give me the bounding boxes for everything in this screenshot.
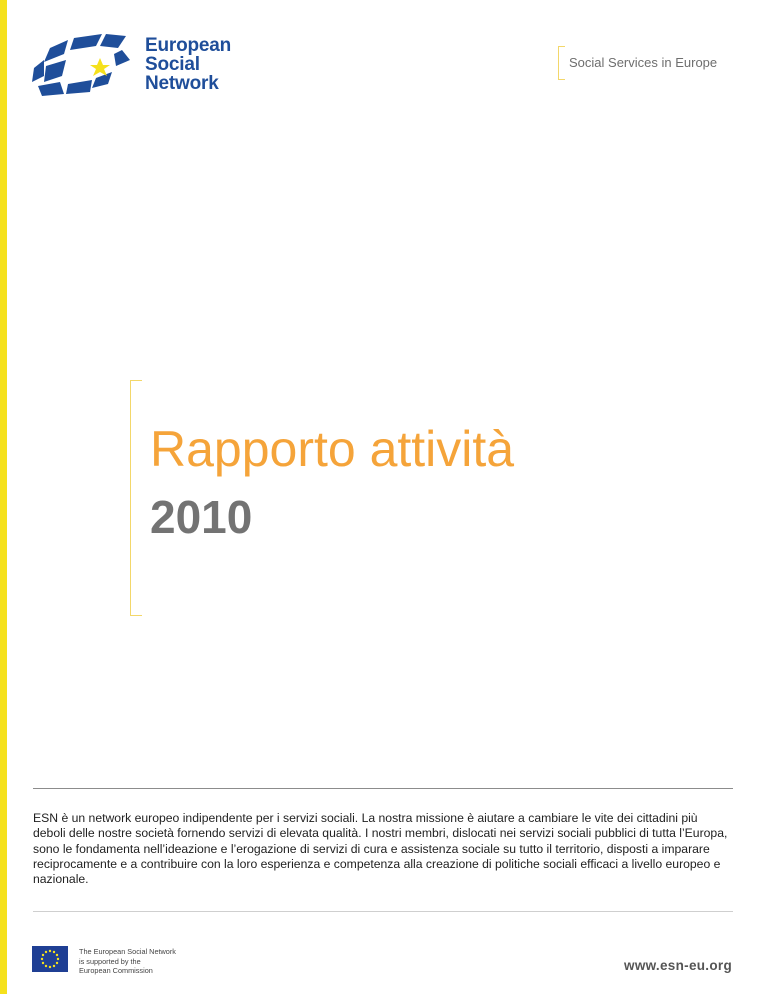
eu-flag-icon <box>32 946 68 972</box>
tagline: Social Services in Europe <box>569 55 718 70</box>
divider-bottom <box>33 911 733 912</box>
report-title: Rapporto attività <box>150 421 515 477</box>
logo-text-line-3: Network <box>145 73 219 94</box>
left-accent-bar <box>0 0 7 994</box>
eu-note-line-1: The European Social Network <box>79 947 176 956</box>
report-year: 2010 <box>150 491 253 543</box>
website-url[interactable]: www.esn-eu.org <box>624 958 732 973</box>
eu-note-line-2: is supported by the <box>79 956 141 966</box>
logo-text-line-1: European <box>145 35 232 56</box>
esn-logo <box>30 32 250 100</box>
mission-description: ESN è un network europeo indipendente per i servizi sociali. La nostra missione è aiutare a cambiare le vite dei cittadini più deboli delle nostre società fornendo servizi di elevata qualità. I nostri membri, dislocati nei servizi sociali pubblici di tutta l’Europa, sono le fondamenta nell’ideazione e l’erogazione di servizi di cura e assistenza sociale su tutto il territorio, disposti a imparare reciprocamente e a contribuire con la loro esperienza e competenza alla creazione di politiche sociali efficaci a livello europeo e nazionale. <box>33 811 728 887</box>
divider-top <box>33 788 733 789</box>
eu-support-note <box>79 947 176 976</box>
tagline-bracket <box>558 46 565 80</box>
title-bracket <box>130 380 142 616</box>
logo-text-line-2: Social <box>145 54 200 75</box>
esn-logo-icon <box>30 32 140 100</box>
eu-note-line-3: European Commission <box>79 966 153 975</box>
